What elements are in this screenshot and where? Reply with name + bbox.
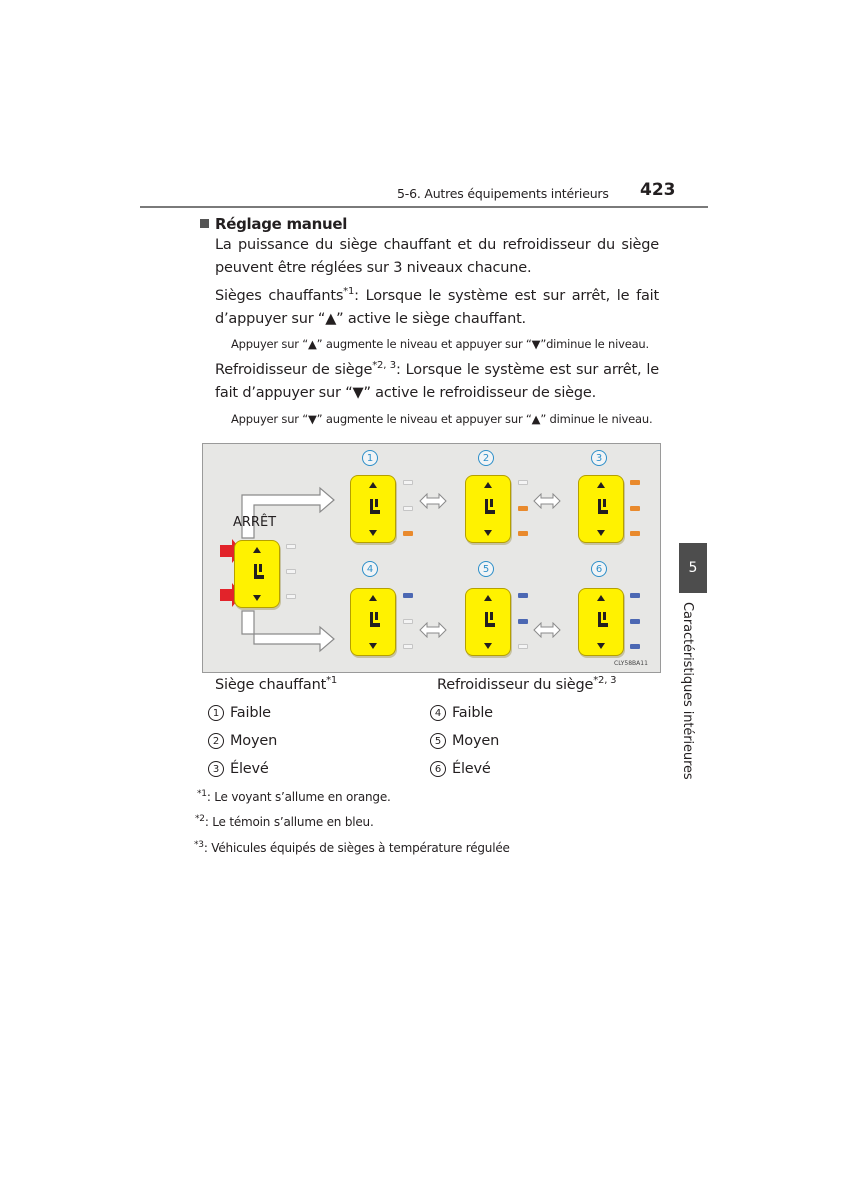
off-label: ARRÊT [233,515,277,530]
indicator-blue [518,593,528,598]
indicator-orange [403,531,413,536]
down-arrow-icon [484,530,492,536]
double-arrow-icon [533,493,561,509]
up-arrow-icon [253,547,261,553]
indicator-blue [403,593,413,598]
seat-icon [479,496,499,522]
legend-label: Moyen [230,733,278,749]
footnote-text: : Le voyant s’allume en orange. [206,790,391,804]
indicator-orange [630,506,640,511]
legend-item [208,733,277,749]
indicator-orange [630,531,640,536]
legend-cooler-title [437,677,616,693]
indicator-blue [630,619,640,624]
footnote-mark: *2 [195,814,205,824]
up-arrow-icon [597,595,605,601]
step-number: 6 [591,561,607,577]
footnote [197,789,391,804]
indicator-blue [630,593,640,598]
heater-note: Appuyer sur “▲” augmente le niveau et appuyer sur “▼”diminue le niveau. [231,337,649,351]
indicator-off [403,619,413,624]
footnote-mark: *1 [197,789,207,799]
cooler-note: Appuyer sur “▼” augmente le niveau et appuyer sur “▲” diminue le niveau. [231,412,653,426]
double-arrow-icon [419,493,447,509]
legend-item [208,761,269,777]
indicator-off [403,644,413,649]
legend-label: Faible [230,705,271,721]
legend-number: 3 [208,761,224,777]
footnote-text: : Véhicules équipés de sièges à température régulée [203,841,510,855]
legend-item [430,733,499,749]
indicator-orange [518,506,528,511]
chapter-tab: 5 [679,543,707,593]
step-number: 5 [478,561,494,577]
legend-number: 5 [430,733,446,749]
seat-icon [364,496,384,522]
seat-switch-heater-medium [465,475,511,543]
double-arrow-icon [533,622,561,638]
cooler-rest: : Lorsque le système est sur arrêt, le fait d’appuyer sur “▼” active le refroidisseur de siège. [215,362,659,401]
heater-sup: *1 [343,286,355,298]
down-arrow-icon [597,643,605,649]
step-number: 1 [362,450,378,466]
indicator-blue [518,619,528,624]
step-number: 3 [591,450,607,466]
legend-number: 2 [208,733,224,749]
seat-switch-cooler-high [578,588,624,656]
legend-cooler-sup: *2, 3 [593,675,617,687]
footnote [194,840,510,855]
running-header: 5-6. Autres équipements intérieurs [397,186,609,201]
figure-code: CLY58BA11 [614,660,648,667]
legend-item [208,705,271,721]
indicator-blue [630,644,640,649]
seat-switch-heater-high [578,475,624,543]
cooler-paragraph [215,359,659,405]
cooler-sup: *2, 3 [372,360,396,372]
indicator-off [403,506,413,511]
seat-icon [592,609,612,635]
up-arrow-icon [597,482,605,488]
seat-icon [364,609,384,635]
legend-item [430,705,493,721]
step-number: 2 [478,450,494,466]
legend-item [430,761,491,777]
double-arrow-icon [419,622,447,638]
indicator-off [286,594,296,599]
down-arrow-icon [484,643,492,649]
indicator-orange [518,531,528,536]
footnote [195,814,374,829]
down-arrow-icon [369,643,377,649]
legend-number: 4 [430,705,446,721]
up-arrow-icon [484,595,492,601]
chapter-title: Caractéristiques intérieures [680,602,695,780]
square-bullet-icon [200,219,209,228]
seat-switch-off [234,540,280,608]
arrow-to-cooler [242,611,334,651]
indicator-off [403,480,413,485]
heater-rest: : Lorsque le système est sur arrêt, le fait d’appuyer sur “▲” active le siège chauffant. [215,288,659,327]
intro-paragraph: La puissance du siège chauffant et du refroidisseur du siège peuvent être réglées sur 3 niveaux chacune. [215,237,659,276]
legend-label: Élevé [230,761,269,777]
legend-heater-title [215,677,337,693]
legend-number: 6 [430,761,446,777]
indicator-orange [630,480,640,485]
down-arrow-icon [369,530,377,536]
indicator-off [518,480,528,485]
section-title-text: Réglage manuel [215,215,348,233]
seat-icon [248,561,268,587]
arrow-to-heater [242,488,334,538]
legend-label: Faible [452,705,493,721]
seat-icon [592,496,612,522]
header-rule [140,206,708,208]
seat-switch-heater-low [350,475,396,543]
indicator-off [518,644,528,649]
indicator-off [286,544,296,549]
legend-label: Moyen [452,733,500,749]
page-number: 423 [640,180,676,200]
seat-icon [479,609,499,635]
seat-switch-cooler-medium [465,588,511,656]
up-arrow-icon [484,482,492,488]
up-arrow-icon [369,482,377,488]
heater-lead: Sièges chauffants [215,288,344,304]
legend-number: 1 [208,705,224,721]
down-arrow-icon [597,530,605,536]
footnote-mark: *3 [194,840,204,850]
down-arrow-icon [253,595,261,601]
legend-cooler-title-text: Refroidisseur du siège [437,677,594,693]
up-arrow-icon [369,595,377,601]
legend-label: Élevé [452,761,491,777]
footnote-text: : Le témoin s’allume en bleu. [204,815,374,829]
heater-paragraph [215,285,659,331]
cooler-lead: Refroidisseur de siège [215,362,373,378]
step-number: 4 [362,561,378,577]
indicator-off [286,569,296,574]
seat-switch-cooler-low [350,588,396,656]
legend-heater-title-text: Siège chauffant [215,677,327,693]
legend-heater-sup: *1 [326,675,338,687]
section-title [200,215,347,233]
